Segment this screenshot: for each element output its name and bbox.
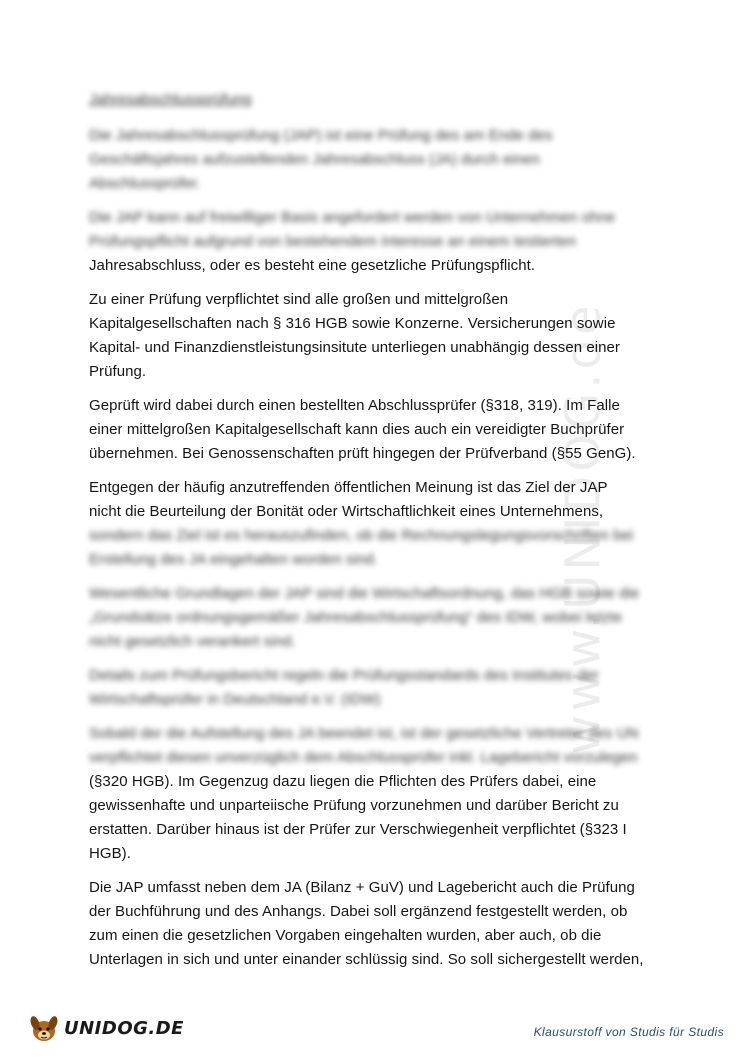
text-line: Geprüft wird dabei durch einen bestellten Abschlussprüfer (§318, 319). Im Falle	[89, 397, 620, 414]
paragraph	[89, 288, 689, 384]
blurred-text-line: Prüfungspflicht aufgrund von bestehendem Interesse an einem testierten	[89, 233, 577, 250]
document-title: Jahresabschlussprüfung	[89, 91, 252, 108]
unidog-logo	[26, 1008, 186, 1048]
text-line: erstatten. Darüber hinaus ist der Prüfer zur Verschwiegenheit verpflichtet (§323 I	[89, 821, 627, 838]
text-line: Zu einer Prüfung verpflichtet sind alle großen und mittelgroßen	[89, 291, 509, 308]
blurred-text-line: Abschlussprüfer.	[89, 175, 201, 192]
text-line: Kapital- und Finanzdienstleistungsinsitute unterliegen unabhängig dessen einer	[89, 339, 620, 356]
paragraph	[89, 722, 689, 866]
text-line: Die JAP umfasst neben dem JA (Bilanz + GuV) und Lagebericht auch die Prüfung	[89, 879, 635, 896]
paragraph	[89, 476, 689, 572]
blurred-text-line: Geschäftsjahres aufzustellenden Jahresabschluss (JA) durch einen	[89, 151, 540, 168]
watermark-text: www.UNIDOG.de	[555, 301, 612, 755]
paragraph	[89, 876, 689, 972]
blurred-text-line: Sobald der die Aufstellung des JA beendet ist, ist der gesetzliche Vertreter des UN	[89, 725, 639, 742]
blurred-text-line: Die Jahresabschlussprüfung (JAP) ist eine Prüfung des am Ende des	[89, 127, 553, 144]
text-line: Unterlagen in sich und unter einander schlüssig sind. So soll sichergestellt werden,	[89, 951, 644, 968]
blurred-text-line: nicht gesetzlich verankert sind.	[89, 633, 296, 650]
text-line: HGB).	[89, 845, 131, 862]
paragraph	[89, 124, 689, 196]
text-line: Prüfung.	[89, 363, 147, 380]
text-line: der Buchführung und des Anhangs. Dabei soll ergänzend festgestellt werden, ob	[89, 903, 628, 920]
page-footer	[0, 1000, 750, 1060]
text-line: Kapitalgesellschaften nach § 316 HGB sowie Konzerne. Versicherungen sowie	[89, 315, 616, 332]
blurred-text-line: sondern das Ziel ist es herauszufinden, ob die Rechnungslegungsvorschriften bei	[89, 527, 634, 544]
text-line: nicht die Beurteilung der Bonität oder Wirtschaftlichkeit eines Unternehmens,	[89, 503, 604, 520]
text-line: Entgegen der häufig anzutreffenden öffentlichen Meinung ist das Ziel der JAP	[89, 479, 608, 496]
paragraph	[89, 206, 689, 278]
dog-mascot-icon	[26, 1010, 62, 1046]
text-line: einer mittelgroßen Kapitalgesellschaft kann dies auch ein vereidigter Buchprüfer	[89, 421, 625, 438]
paragraph-list	[89, 124, 689, 972]
text-line: (§320 HGB). Im Gegenzug dazu liegen die Pflichten des Prüfers dabei, eine	[89, 773, 597, 790]
text-line: übernehmen. Bei Genossenschaften prüft hingegen der Prüfverband (§55 GenG).	[89, 445, 636, 462]
paragraph	[89, 394, 689, 466]
document-body	[89, 88, 689, 982]
paragraph	[89, 664, 689, 712]
text-line: zum einen die gesetzlichen Vorgaben eingehalten wurden, aber auch, ob die	[89, 927, 602, 944]
blurred-text-line: Details zum Prüfungsbericht regeln die Prüfungsstandards des Institutes der	[89, 667, 599, 684]
text-line: Jahresabschluss, oder es besteht eine gesetzliche Prüfungspflicht.	[89, 257, 536, 274]
blurred-text-line: Die JAP kann auf freiwilliger Basis angefordert werden von Unternehmen ohne	[89, 209, 616, 226]
logo-wordmark: UNIDOG.DE	[64, 1017, 184, 1039]
text-line: gewissenhafte und unparteiische Prüfung vorzunehmen und darüber Bericht zu	[89, 797, 619, 814]
blurred-text-line: Wesentliche Grundlagen der JAP sind die Wirtschaftsordnung, das HGB sowie die	[89, 585, 640, 602]
footer-tagline: Klausurstoff von Studis für Studis	[533, 1025, 724, 1039]
blurred-text-line: Erstellung des JA eingehalten worden sind.	[89, 551, 378, 568]
blurred-text-line: verpflichtet diesen unverzüglich dem Abschlussprüfer inkl. Lagebericht vorzulegen	[89, 749, 638, 766]
blurred-text-line: „Grundsätze ordnungsgemäßer Jahresabschlussprüfung“ des IDW, wobei letzte	[89, 609, 623, 626]
blurred-text-line: Wirtschaftsprüfer in Deutschland e.V. (IDW)	[89, 691, 381, 708]
paragraph	[89, 582, 689, 654]
